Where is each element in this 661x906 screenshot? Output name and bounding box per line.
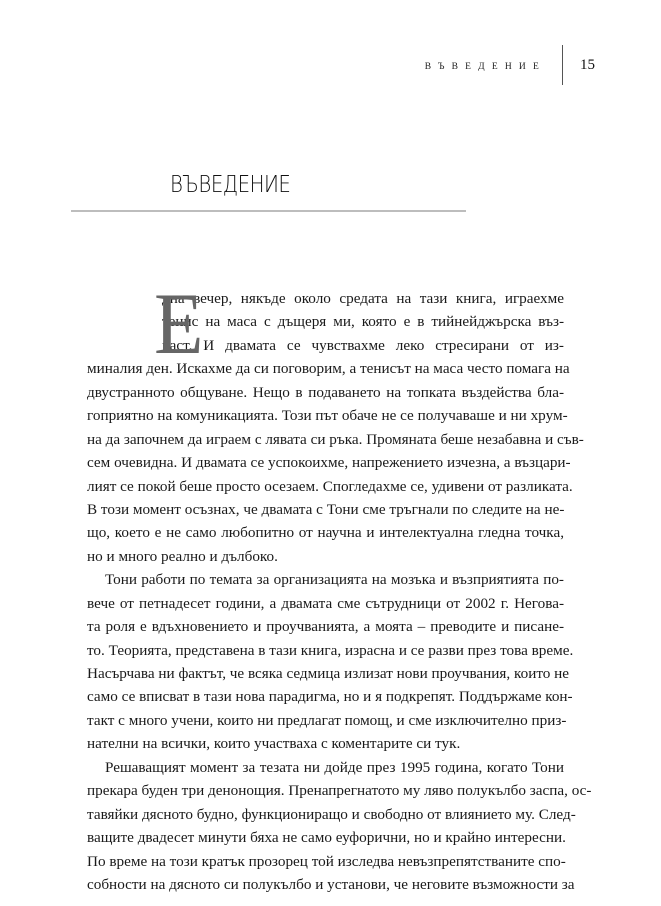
paragraph-2 <box>87 568 574 756</box>
text-line: тенис на маса с дъщеря ми, която е в тийнейджърска въз- <box>162 313 564 331</box>
running-head-title: ВЪВЕДЕНИЕ <box>424 62 546 72</box>
text-line: собности на дясното си полукълбо и установи, че неговите възможности за <box>87 875 575 893</box>
page-number: 15 <box>580 57 595 73</box>
body-text <box>87 276 592 896</box>
text-line: дна вечер, някъде около средата на тази книга, играехме <box>162 290 564 307</box>
text-line: на да започнем да играем с лявата си ръка. Промяната беше незабавна и съв- <box>87 430 584 448</box>
paragraph-3 <box>87 756 592 897</box>
text-line: що, което е не само любопитно от научна и интелектуална гледна точка, <box>87 524 564 542</box>
text-line: Насърчава ни фактът, че всяка седмица излизат нови проучвания, които не <box>87 665 570 682</box>
text-line: В този момент осъзнах, че двамата с Тони сме тръгнали по следите на не- <box>87 500 565 518</box>
text-line: вече от петнадесет години, а двамата сме сътрудници от 2002 г. Негова- <box>87 594 564 612</box>
text-line: само се вписват в тази нова парадигма, но и я подкрепят. Поддържаме кон- <box>87 688 573 706</box>
text-line: Тони работи по темата за организацията на мозъка и възприятията по- <box>105 571 564 589</box>
text-line: такт с много учени, които ни предлагат помощ, и сме изключително приз- <box>87 711 567 729</box>
text-line: гоприятно на комуникацията. Този път обаче не се получаваше и ни хрум- <box>87 407 568 425</box>
text-line: раст. И двамата се чувствахме леко стресирани от из- <box>162 336 564 354</box>
chapter-title: ВЪВЕДЕНИЕ <box>170 172 291 198</box>
header-divider <box>562 45 563 85</box>
title-underline <box>71 210 466 212</box>
text-line: миналия ден. Искахме да си поговорим, а тенисът на маса често помага на <box>87 360 570 378</box>
text-line: сем очевидна. И двамата се успокоихме, напрежението изчезна, а възцари- <box>87 454 571 472</box>
text-line: лият се покой беше просто осезаем. Спогледахме се, удивени от разликата. <box>87 477 573 495</box>
text-line: По време на този кратък прозорец той изследва невъзпрепятстваните спо- <box>87 852 566 870</box>
text-line: ващите двадесет минути бяха не само еуфорични, но и крайно интересни. <box>87 829 566 847</box>
text-line: но и много реално и дълбоко. <box>87 547 278 565</box>
text-line: нателни на всички, които участваха с коментарите си тук. <box>87 735 461 753</box>
text-line: то. Теорията, представена в тази книга, израсна и се разви през това време. <box>87 641 574 659</box>
text-line: Решаващият момент за тезата ни дойде през 1995 година, когато Тони <box>105 758 564 776</box>
text-line: прекара буден три денонощия. Пренапрегнатото му ляво полукълбо заспа, ос- <box>87 782 592 800</box>
text-line: тавяйки дясното будно, функциониращо и свободно от влиянието му. След- <box>87 805 576 823</box>
text-line: та роля е вдъхновението и проучванията, а моята – преводите и писане- <box>87 618 564 636</box>
text-line: двустранното общуване. Нещо в подаването на топката въздейства бла- <box>87 383 564 401</box>
drop-cap: Е <box>154 276 204 373</box>
